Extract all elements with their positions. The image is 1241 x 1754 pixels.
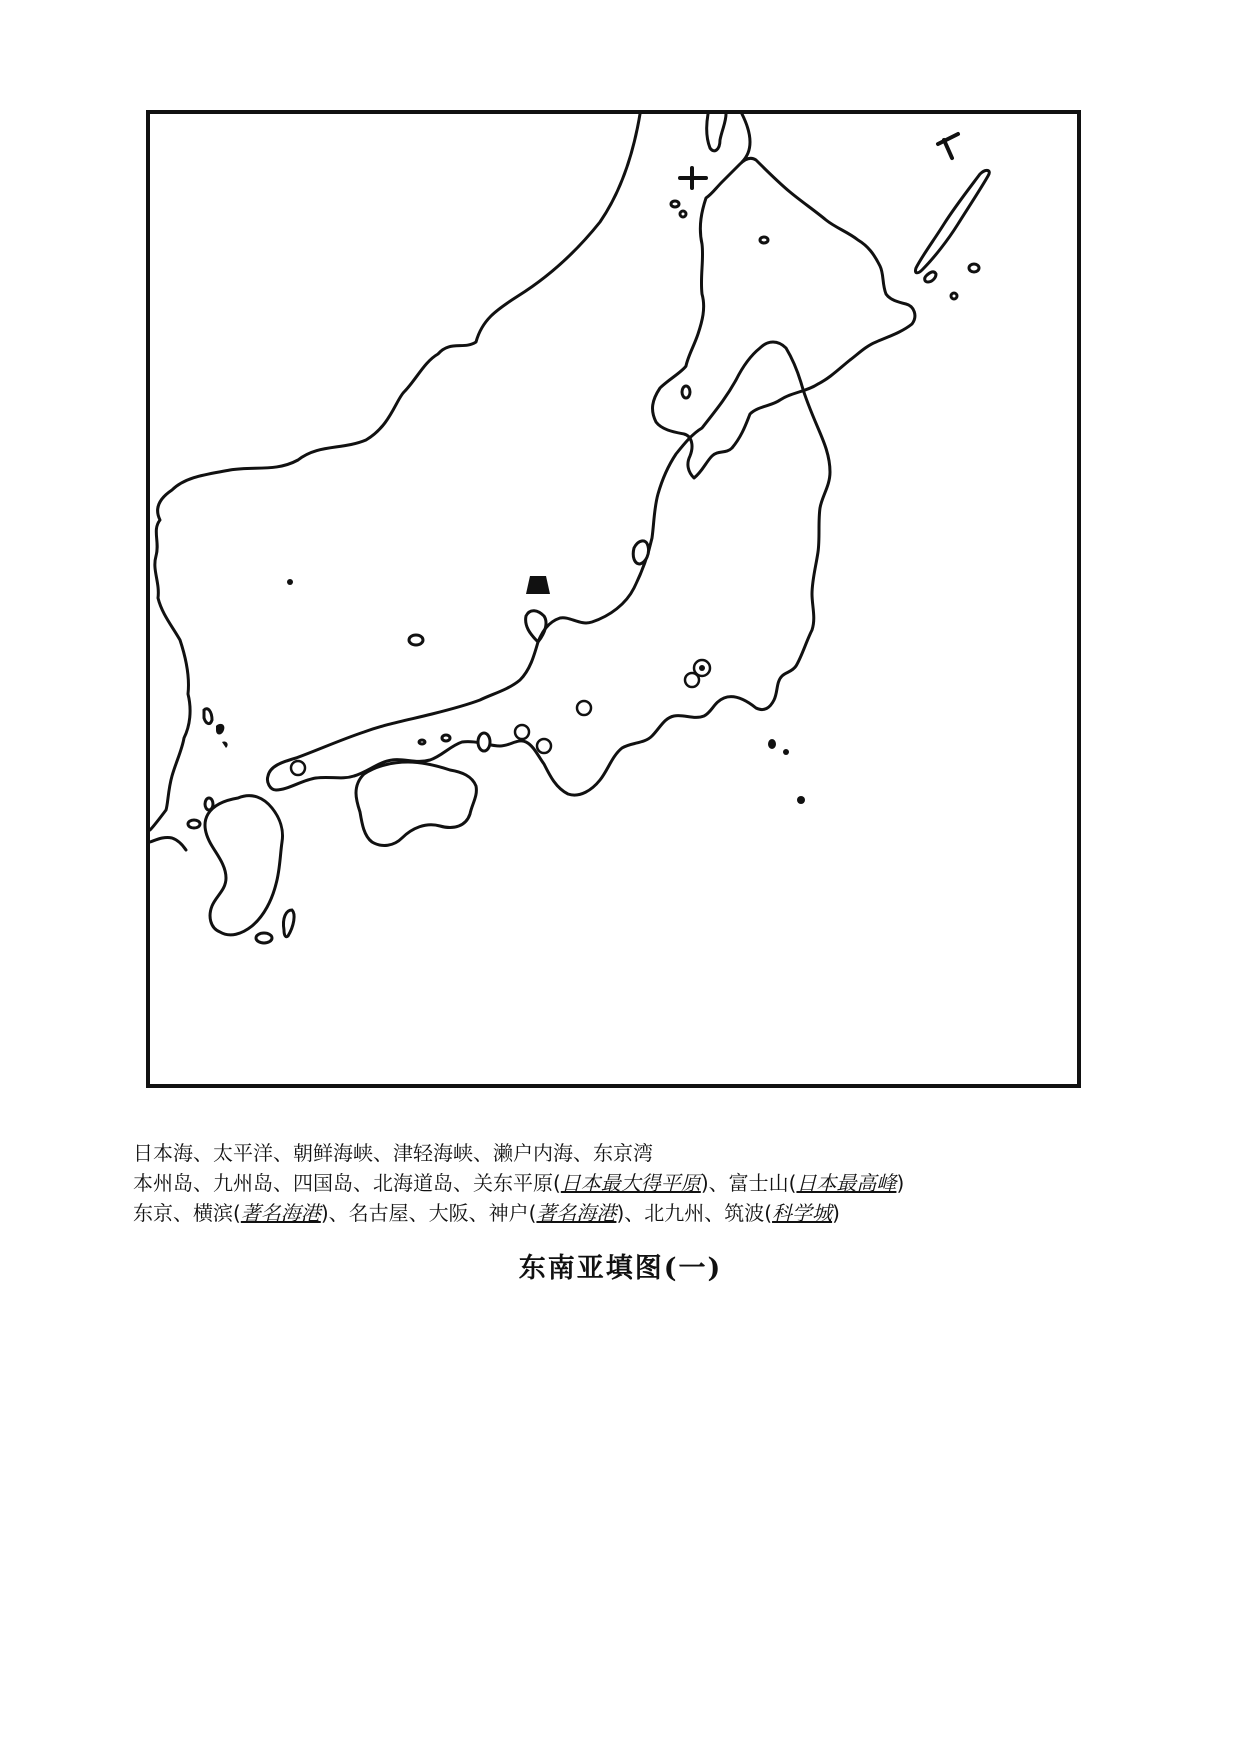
map-frame xyxy=(146,110,1081,1088)
open-paren: ( xyxy=(553,1171,561,1195)
city-yokohama xyxy=(685,673,699,687)
close-paren: ) xyxy=(616,1201,625,1225)
city-osaka xyxy=(537,739,551,753)
city-kobe xyxy=(515,725,529,739)
city-kitakyushu xyxy=(291,761,305,775)
legend-cities-b: 、名古屋、大阪、神户 xyxy=(328,1201,529,1225)
city-nagoya xyxy=(577,701,591,715)
rebun-island xyxy=(680,211,686,217)
tsukuba-note: 科学城 xyxy=(772,1201,833,1225)
izu-islet-2 xyxy=(783,749,789,755)
close-paren: ) xyxy=(320,1201,329,1225)
tsushima-island xyxy=(204,709,212,724)
fuji-label: 、富士山 xyxy=(708,1171,789,1195)
oki-islands xyxy=(409,635,423,645)
legend-waters-text: 日本海、太平洋、朝鲜海峡、津轻海峡、濑户内海、东京湾 xyxy=(133,1141,653,1165)
open-paren: ( xyxy=(764,1201,773,1225)
close-paren: ) xyxy=(832,1201,840,1225)
seto-islet-1 xyxy=(442,735,450,741)
izu-islet-3 xyxy=(797,796,805,804)
open-paren: ( xyxy=(233,1201,241,1225)
kuril-islet-b xyxy=(951,293,957,299)
kuril-islet-a xyxy=(969,264,979,272)
mount-fuji-note: 日本最高峰 xyxy=(796,1171,897,1195)
legend-line-waters xyxy=(133,1138,1113,1168)
legend-islands-text: 本州岛、九州岛、四国岛、北海道岛、关东平原 xyxy=(133,1171,553,1195)
kanto-plain-note: 日本最大得平原 xyxy=(560,1171,701,1195)
izu-islet-1 xyxy=(768,739,776,749)
ulleungdo-islet xyxy=(287,579,293,585)
open-paren: ( xyxy=(528,1201,537,1225)
mount-fuji-symbol xyxy=(526,576,550,594)
close-paren: ) xyxy=(700,1171,709,1195)
city-tokyo-dot xyxy=(699,665,705,671)
awaji-island xyxy=(478,733,490,751)
seto-islet-2 xyxy=(419,740,425,744)
rishiri-island xyxy=(671,201,679,207)
tanegashima-island xyxy=(256,933,272,943)
legend-cities-a: 东京、横滨 xyxy=(133,1201,233,1225)
yokohama-note: 著名海港 xyxy=(240,1201,321,1225)
kobe-note: 著名海港 xyxy=(536,1201,617,1225)
legend-cities-c: 、北九州、筑波 xyxy=(624,1201,765,1225)
japan-outline-map xyxy=(146,110,1081,1088)
kuril-islet-c xyxy=(760,237,768,243)
close-paren: ) xyxy=(896,1171,905,1195)
legend-line-cities xyxy=(133,1198,1113,1228)
open-paren: ( xyxy=(788,1171,797,1195)
okushiri-island xyxy=(682,386,690,398)
legend-line-landforms xyxy=(133,1168,1113,1198)
map-caption: 东南亚填图(一) xyxy=(518,1253,723,1284)
iki-island xyxy=(188,820,200,828)
legend xyxy=(133,1138,1113,1228)
tsushima-islet xyxy=(205,798,213,810)
sado-island xyxy=(633,541,648,564)
map-border xyxy=(148,112,1079,1086)
